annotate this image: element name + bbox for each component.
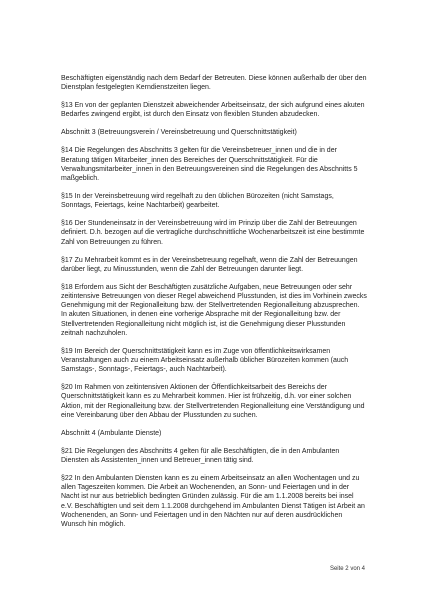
paragraph-15: §15 In der Vereinsbetreuung wird regelhaft zu den üblichen Bürozeiten (nicht Samstags, Sonntags, Feiertags, keine Nachtarbeit) gearbeitet. [61, 193, 334, 210]
section-heading-3: Abschnitt 3 (Betreuungsverein / Vereinsbetreuung und Querschnittstätigkeit) [61, 129, 297, 137]
paragraph-18: §18 Erfordern aus Sicht der Beschäftigten zusätzliche Aufgaben, neue Betreuungen oder sehr zeitintensive Betreuungen von dieser Regel abweichend Plusstunden, ist dies im Vorhinein zwecks Genehmigung mit der Regionalleitung bzw. der Stellvertretenden Regionalleitung abzusprechen. In akuten Situationen, in denen eine vorherige Absprache mit der Regionalleitung bzw. der Stellvertretenden Regionalleitung nicht möglich ist, ist die Genehmigung dieser Plusstunden zeitnah nachzuholen. [61, 283, 367, 337]
paragraph-16: §16 Der Stundeneinsatz in der Vereinsbetreuung wird im Prinzip über die Zahl der Betreuungen definiert. D.h. bezogen auf die vertragliche durchschnittliche Wochenarbeitszeit ist eine bestimmte Zahl von Betreuungen zu führen. [61, 220, 365, 246]
page-number: Seite 2 von 4 [329, 566, 365, 572]
paragraph-19: §19 Im Bereich der Querschnittstätigkeit kann es im Zuge von öffentlichkeitswirksamen Veranstaltungen auch zu einem Arbeitseinsatz außerhalb üblicher Bürozeiten kommen (auch Samstags-, Sonntags-, Feiertags-, auch Nachtarbeit). [61, 347, 349, 374]
section-heading-4: Abschnitt 4 (Ambulante Dienste) [61, 429, 162, 437]
paragraph-13: §13 En von der geplanten Dienstzeit abweichender Arbeitseinsatz, der sich aufgrund eines akuten Bedarfes zwingend ergibt, ist durch den Einsatz von flexiblen Stunden abzudecken. [61, 102, 365, 119]
paragraph-17: §17 Zu Mehrarbeit kommt es in der Vereinsbetreuung regelhaft, wenn die Zahl der Betreuungen darüber liegt, zu Minusstunden, wenn die Zahl der Betreuungen darunter liegt. [61, 256, 358, 273]
paragraph-22: §22 In den Ambulanten Diensten kann es zu einem Arbeitseinsatz an allen Wochentagen und zu allen Tageszeiten kommen. Die Arbeit an Wochenenden, an Sonn- und Feiertagen und in der Nacht ist nur aus betrieblich bedingten Gründen zulässig. Für die am 1.1.2008 bereits bei insel e.V. Beschäftigten und seit dem 1.1.2008 durchgehend im Ambulanten Dienst Tätigen ist Arbeit an Wochenenden, an Sonn- und Feiertagen und in den Nächten nur auf deren ausdrücklichen Wunsch hin möglich. [61, 475, 365, 529]
paragraph-intro-continuation: Beschäftigten eigenständig nach dem Bedarf der Betreuten. Diese können außerhalb der über den Dienstplan festgelegten Kerndienstzeiten liegen. [61, 75, 367, 92]
paragraph-21: §21 Die Regelungen des Abschnitts 4 gelten für alle Beschäftigten, die in den Ambulanten Diensten als Assistenten_innen und Betreuer_innen tätig sind. [61, 447, 340, 465]
paragraph-20: §20 Im Rahmen von zeitintensiven Aktionen der Öffentlichkeitsarbeit des Bereichs der Querschnittstätigkeit kann es zu Mehrarbeit kommen. Hier ist frühzeitig, d.h. vor einer solchen Aktion, mit der Regionalleitung bzw. der Stellvertretenden Regionalleitung eine Verständigung und eine Vereinbarung über den Abbau der Plusstunden zu suchen. [61, 384, 365, 419]
paragraph-14: §14 Die Regelungen des Abschnitts 3 gelten für die Vereinsbetreuer_innen und die in der Beratung tätigen Mitarbeiter_innen des Bereiches der Querschnittstätigkeit. Für die Verwaltungsmitarbeiter_innen in den Betreuungsvereinen sind die Regelungen des Abschnitts 5 maßgeblich. [61, 147, 358, 183]
